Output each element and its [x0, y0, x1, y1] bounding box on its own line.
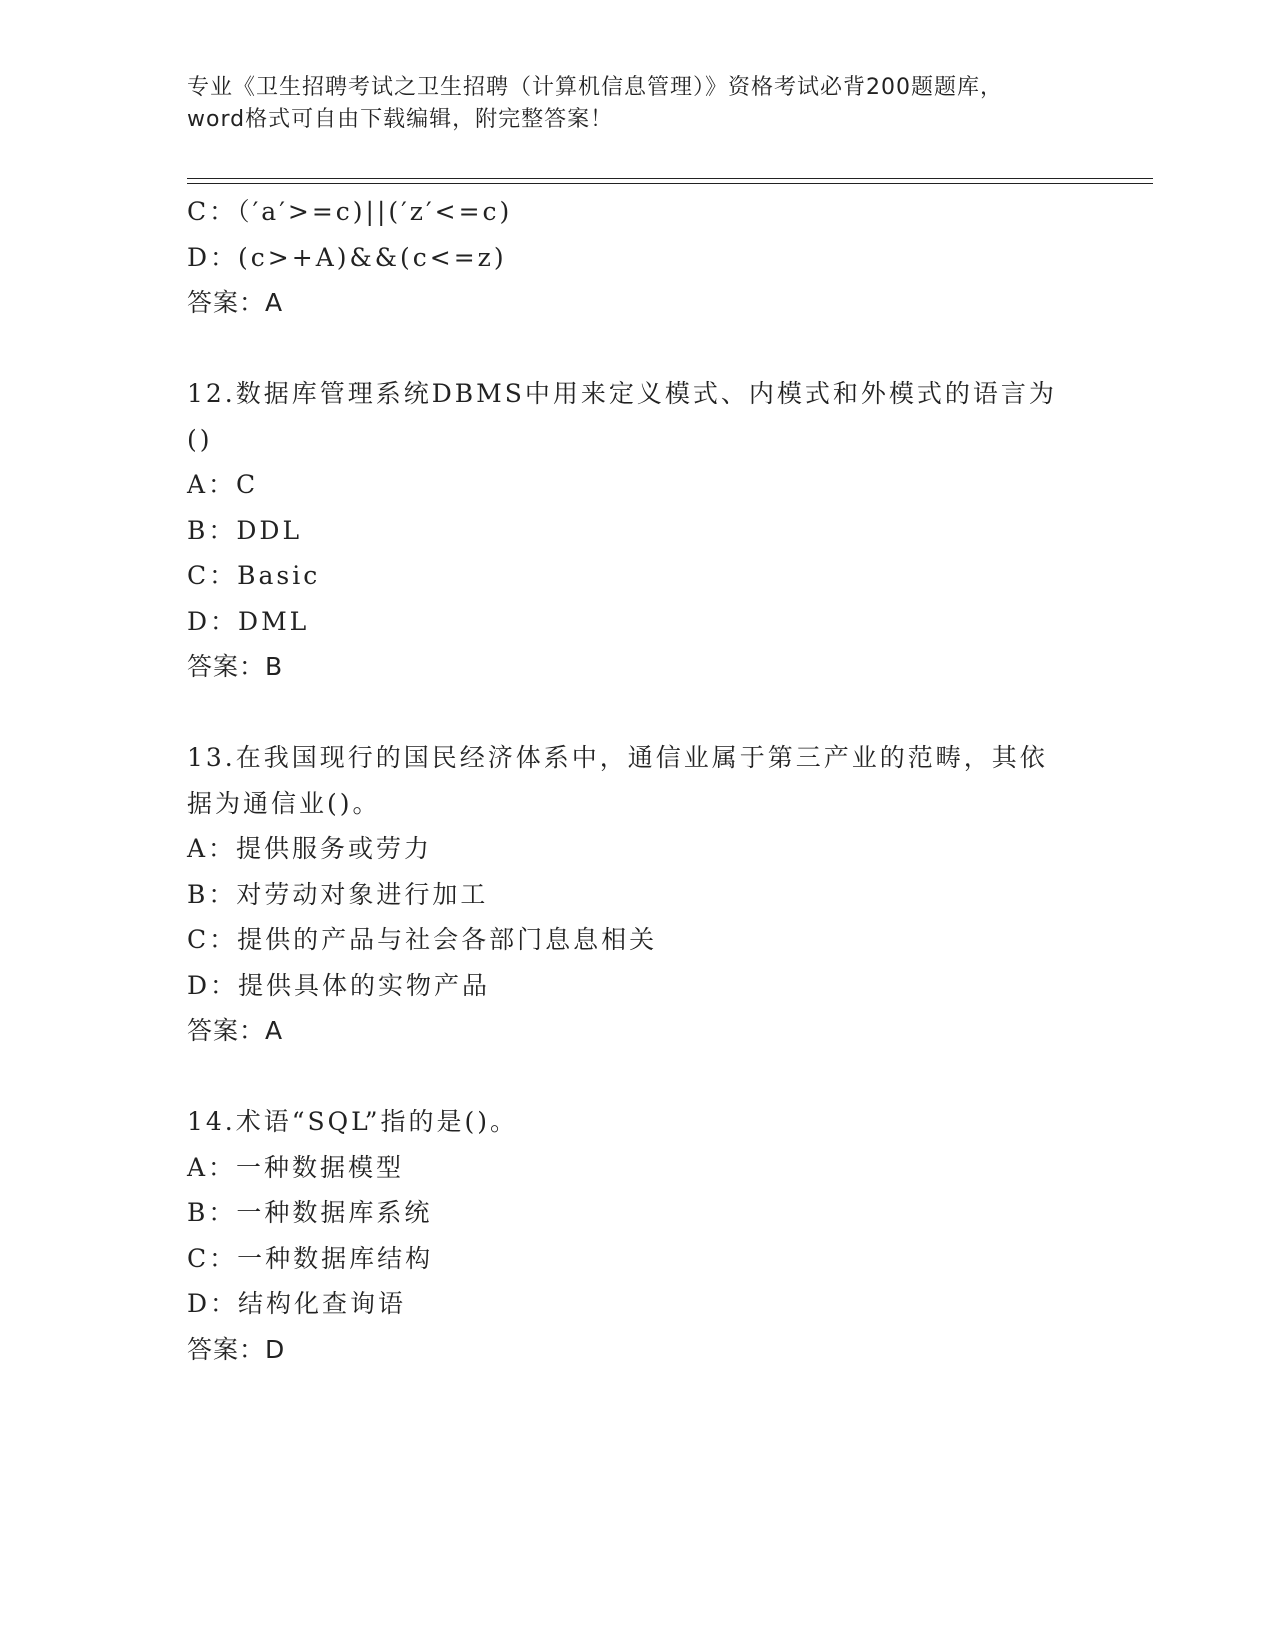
partial-question [187, 189, 1127, 326]
spacer [187, 690, 1127, 736]
spacer [187, 326, 1127, 372]
question-stem: 13.在我国现行的国民经济体系中，通信业属于第三产业的范畴，其依 [187, 743, 1048, 772]
document-header [187, 72, 1087, 136]
question-list [187, 189, 1127, 1372]
option-c: C：一种数据库结构 [187, 1243, 434, 1273]
option-d: D：结构化查询语 [187, 1289, 407, 1318]
spacer [187, 1054, 1127, 1100]
option-c: C：提供的产品与社会各部门息息相关 [187, 925, 658, 954]
option-b: B：DDL [187, 515, 303, 545]
header-divider-bottom [187, 183, 1153, 184]
header-divider-top [187, 178, 1153, 179]
option-d: D：提供具体的实物产品 [187, 970, 491, 1000]
answer: 答案：A [187, 288, 284, 317]
question-stem: 14.术语“SQL”指的是()。 [187, 1107, 519, 1136]
answer: 答案：B [187, 652, 284, 681]
option-d: D：DML [187, 606, 310, 636]
question-14 [187, 1099, 1127, 1372]
header-line-1: 专业《卫生招聘考试之卫生招聘（计算机信息管理）》资格考试必背200题题库， [187, 75, 1003, 100]
option-b: B：一种数据库系统 [187, 1198, 433, 1227]
question-13 [187, 735, 1127, 1054]
question-stem: 据为通信业()。 [187, 788, 381, 818]
option-d: D：(c>+A)&&(c<=z) [187, 242, 507, 272]
option-c: C：（′a′>=c)||(′z′<=c) [187, 197, 513, 226]
question-stem: 12.数据库管理系统DBMS中用来定义模式、内模式和外模式的语言为 [187, 379, 1057, 408]
option-a: A：提供服务或劳力 [187, 834, 433, 863]
question-12 [187, 371, 1127, 690]
option-a: A：一种数据模型 [187, 1152, 405, 1182]
option-c: C：Basic [187, 561, 321, 590]
option-b: B：对劳动对象进行加工 [187, 879, 489, 909]
option-a: A：C [187, 470, 259, 499]
header-line-2: word格式可自由下载编辑，附完整答案！ [187, 107, 614, 132]
answer: 答案：D [187, 1334, 286, 1364]
answer: 答案：A [187, 1016, 284, 1045]
question-stem: () [187, 424, 213, 454]
